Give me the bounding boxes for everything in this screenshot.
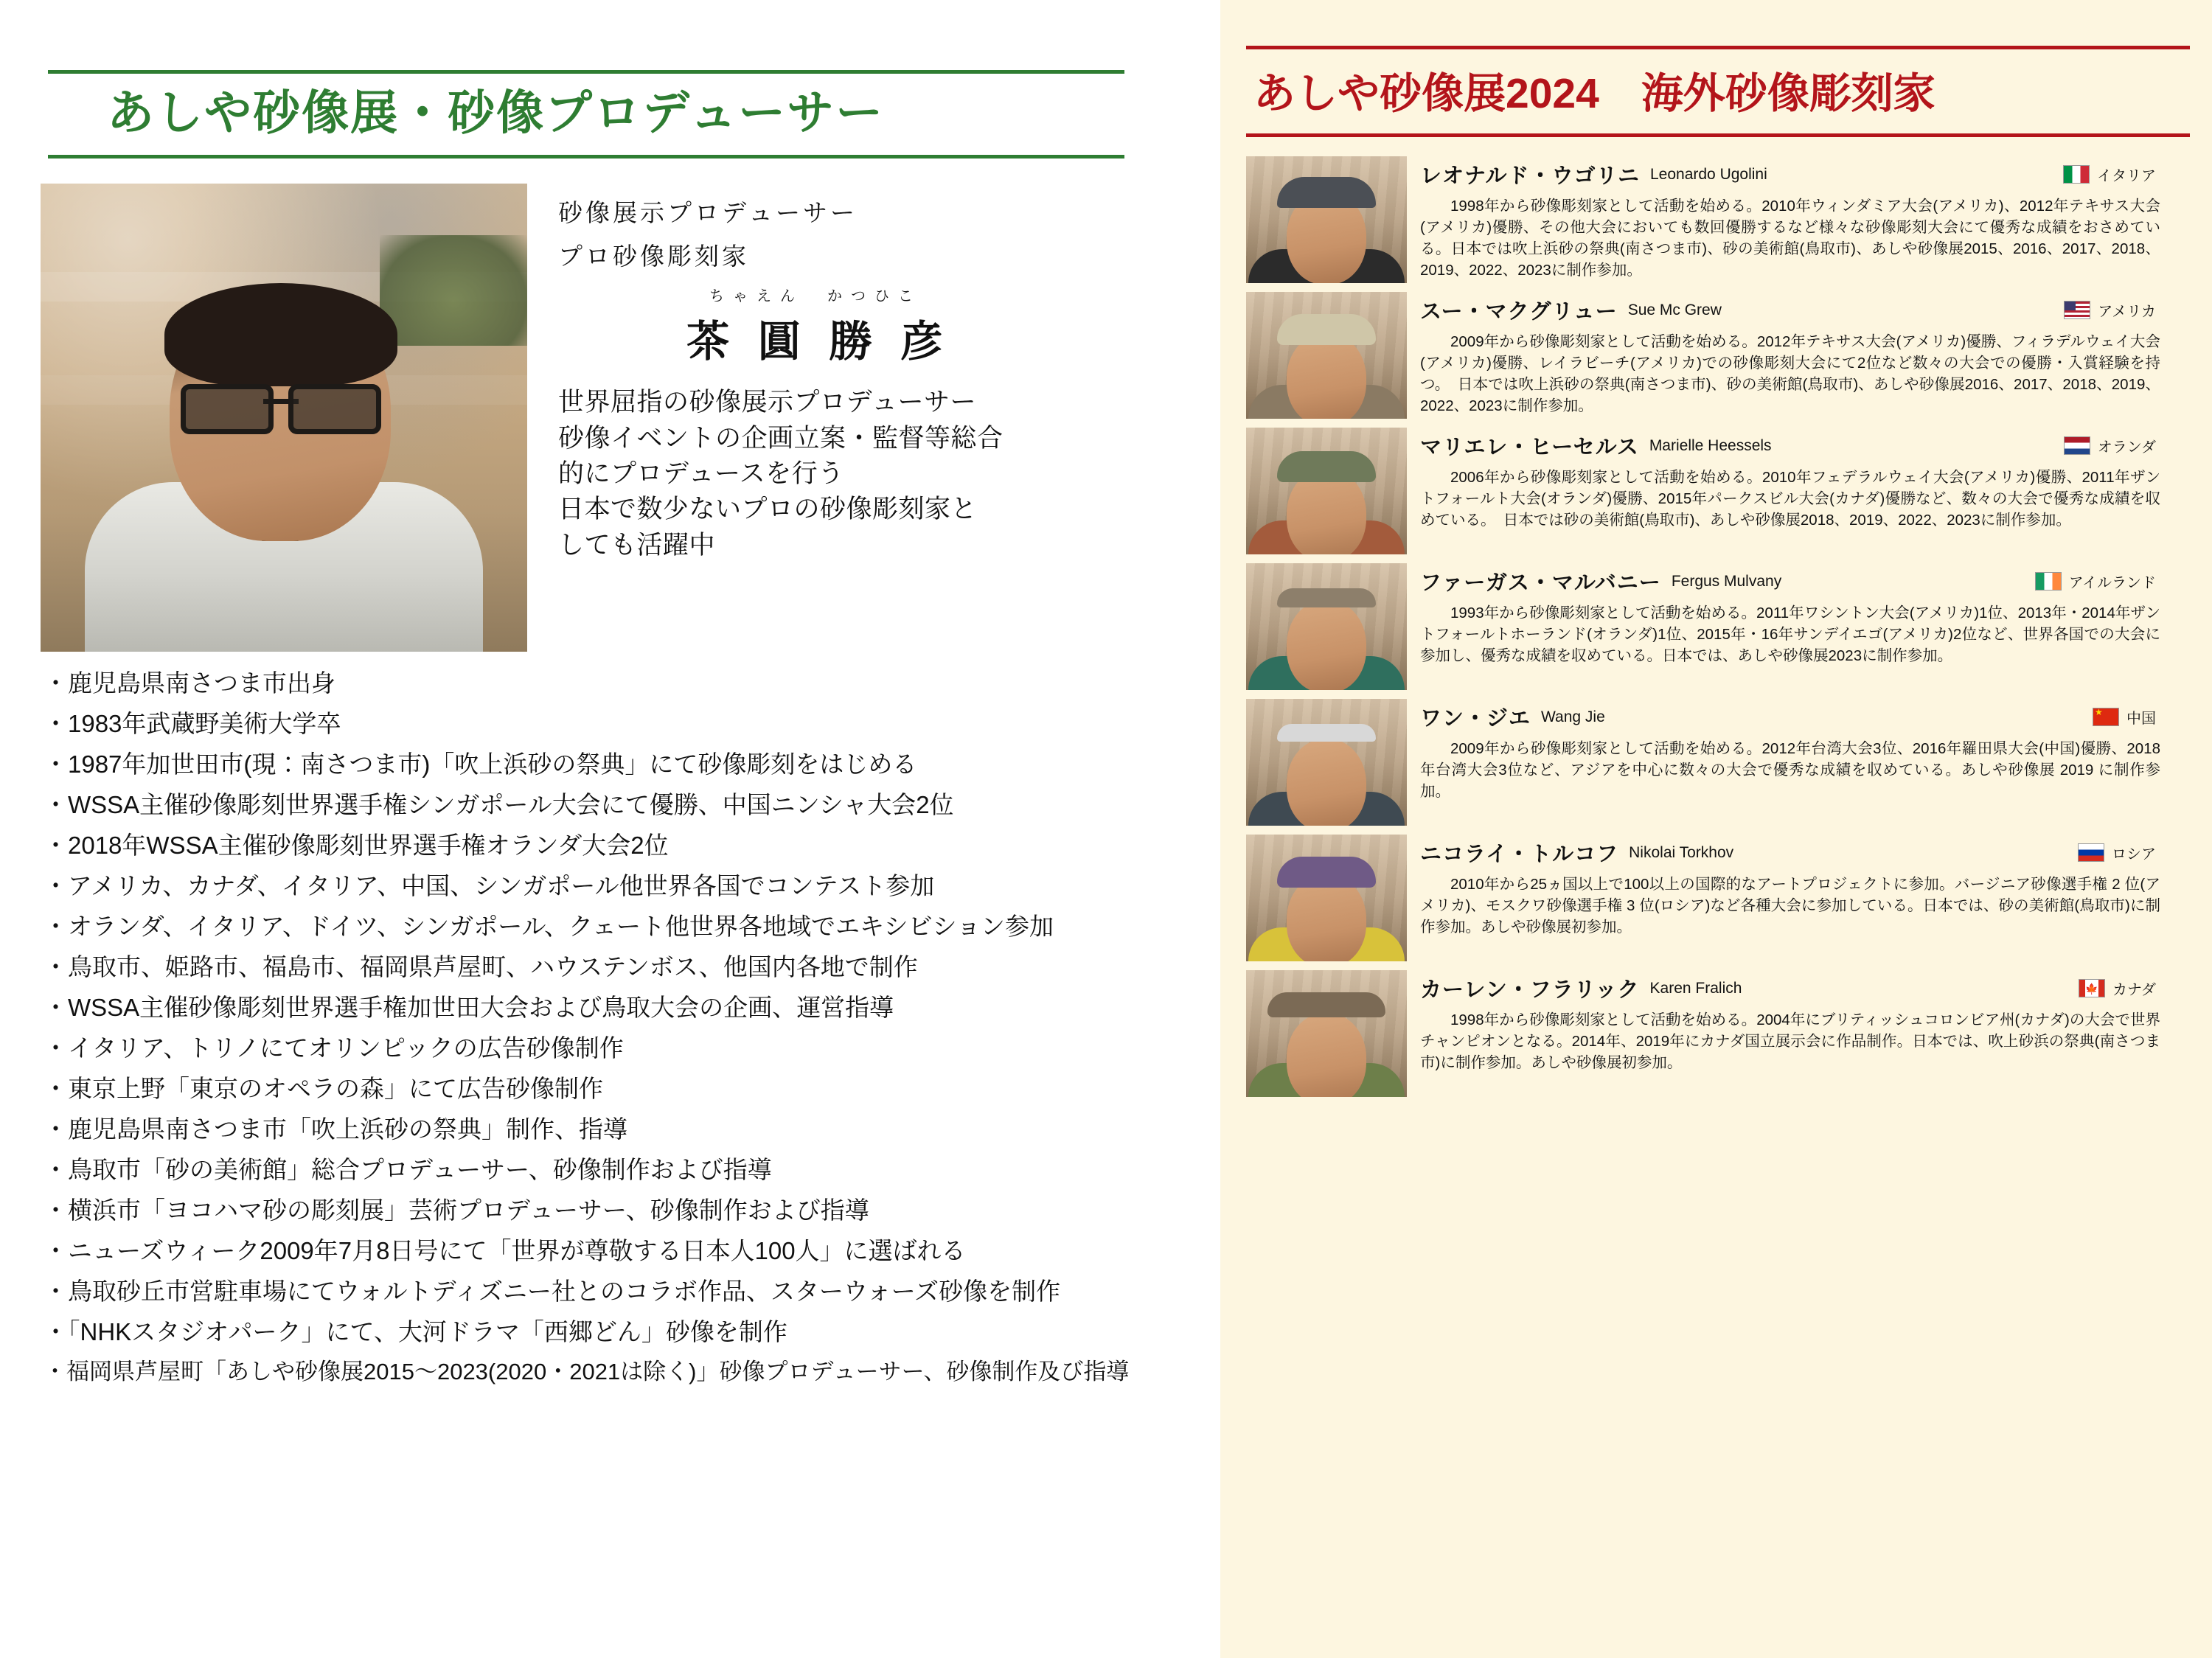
sculptor-photo: [1246, 970, 1407, 1097]
sculptor-info: [1420, 699, 2190, 826]
list-item: ・アメリカ、カナダ、イタリア、中国、シンガポール他世界各国でコンテスト参加: [44, 872, 935, 900]
right-panel-sculptors: [1220, 0, 2212, 1658]
sculptor-name-en: Leonardo Ugolini: [1649, 165, 1767, 183]
list-item: ・鳥取砂丘市営駐車場にてウォルトディズニー社とのコラボ作品、スターウォーズ砂像を制作: [44, 1278, 1061, 1306]
sculptor-info: [1420, 970, 2190, 1097]
sculptor-header: [1420, 295, 2190, 325]
sculptor-name-en: Nikolai Torkhov: [1629, 843, 1734, 861]
flag-usa-icon: [2064, 301, 2090, 319]
list-item: ・1983年武蔵野美術大学卒: [44, 710, 341, 738]
list-item: [1246, 835, 2190, 961]
sculptor-country: 中国: [2126, 711, 2156, 727]
sculptor-country: アイルランド: [2068, 575, 2156, 591]
sculptor-photo: [1246, 292, 1407, 419]
list-item: [1246, 970, 2190, 1097]
list-item: ・鳥取市「砂の美術館」総合プロデューサー、砂像制作および指導: [44, 1156, 772, 1184]
right-panel-title: あしや砂像展2024 海外砂像彫刻家: [1253, 70, 1935, 117]
list-item: ・イタリア、トリノにてオリンピックの広告砂像制作: [44, 1034, 624, 1062]
sculptor-country-block: [2093, 706, 2190, 728]
sculptor-name-ja: カーレン・フラリック: [1420, 978, 1640, 1002]
sculptor-name-ja: スー・マクグリュー: [1420, 300, 1618, 324]
producer-description: [558, 385, 1183, 562]
sculptor-bio: 2006年から砂像彫刻家として活動を始める。2010年フェデラルウェイ大会(アメリカ)優勝、2011年ザントフォールト大会(オランダ)優勝、2015年パークスビル大会(カナダ)優勝など、数々の大会で優秀な成績を収めている。 日本では砂の美術館(鳥取市)、あしや砂像展2018、2019、2022、2023に制作参加。: [1420, 469, 2160, 529]
list-item: ・2018年WSSA主催砂像彫刻世界選手権オランダ大会2位: [44, 832, 669, 860]
list-item: ・東京上野「東京のオペラの森」にて広告砂像制作: [44, 1075, 603, 1103]
sculptor-name-ja: ワン・ジエ: [1420, 707, 1531, 731]
producer-text-block: [527, 184, 1183, 652]
sculptor-photo: [1246, 563, 1407, 690]
flag-ireland-icon: [2035, 572, 2062, 591]
sculptor-country: カナダ: [2112, 982, 2156, 998]
producer-photo: [41, 184, 527, 652]
producer-description-line: 的にプロデュースを行う: [558, 459, 844, 488]
sculptor-bio: 2009年から砂像彫刻家として活動を始める。2012年テキサス大会(アメリカ)優勝、フィラデルウェイ大会(アメリカ)優勝、レイラビーチ(アメリカ)での砂像彫刻大会にて2位など数々の大会での優勝・入賞経験を持つ。 日本では吹上浜砂の祭典(南さつま市)、砂の美術館(鳥取市)、あしや砂像展2016、2017、2018、2019、2022、2023に制作参加。: [1420, 333, 2160, 415]
producer-description-line: 砂像イベントの企画立案・監督等総合: [558, 423, 1004, 453]
sculptor-country-block: [2079, 978, 2190, 999]
sculptor-info: [1420, 563, 2190, 690]
sculptor-bio: 2010年から25ヵ国以上で100以上の国際的なアートプロジェクトに参加。バージニア砂像選手権 2 位(アメリカ)、モスクワ砂像選手権 3 位(ロシア)など各種大会に参加している。日本では、砂の美術館(鳥取市)に制作参加。あしや砂像展初参加。: [1420, 876, 2160, 936]
producer-career-list: [41, 671, 1183, 1383]
sculptor-header: [1420, 702, 2190, 732]
sculptor-country: オランダ: [2097, 439, 2156, 456]
sculptor-country: アメリカ: [2098, 304, 2156, 320]
producer-name: 茶 圓 勝 彦: [686, 318, 952, 366]
sculptor-name-en: Marielle Heessels: [1649, 436, 1772, 454]
sculptor-name-en: Sue Mc Grew: [1627, 301, 1722, 318]
list-item: ・ニューズウィーク2009年7月8日号にて「世界が尊敬する日本人100人」に選ばれる: [44, 1237, 966, 1265]
producer-description-line: しても活躍中: [558, 530, 716, 560]
sculptor-country-block: [2064, 435, 2190, 456]
list-item: [1246, 292, 2190, 419]
right-title-band: [1246, 46, 2190, 137]
sculptor-header: [1420, 566, 2190, 596]
flag-canada-icon: 🍁: [2079, 979, 2105, 997]
list-item: ・福岡県芦屋町「あしや砂像展2015〜2023(2020・2021は除く)」砂像プロデューサー、砂像制作及び指導: [44, 1359, 1130, 1385]
sculptor-info: [1420, 156, 2190, 283]
sculptor-photo: [1246, 699, 1407, 826]
sculptor-list: [1246, 156, 2190, 1097]
producer-role-line-1: 砂像展示プロデューサー: [558, 199, 858, 227]
list-item: [1246, 699, 2190, 826]
list-item: [1246, 156, 2190, 283]
flag-netherlands-icon: [2064, 436, 2090, 455]
sculptor-header: [1420, 431, 2190, 461]
left-title-band: [48, 70, 1124, 159]
sculptor-info: [1420, 428, 2190, 554]
list-item: ・WSSA主催砂像彫刻世界選手権シンガポール大会にて優勝、中国ニンシャ大会2位: [44, 791, 954, 819]
photo-glasses: [181, 384, 381, 425]
sculptor-bio: 1998年から砂像彫刻家として活動を始める。2004年にブリティッシュコロンビア州(カナダ)の大会で世界チャンピオンとなる。2014年、2019年にカナダ国立展示会に作品制作。日本では、吹上砂浜の祭典(南さつま市)に制作参加。あしや砂像展初参加。: [1420, 1011, 2160, 1072]
sculptor-photo: [1246, 428, 1407, 554]
sculptor-name-en: Karen Fralich: [1649, 979, 1742, 997]
list-item: ・「NHKスタジオパーク」にて、大河ドラマ「西郷どん」砂像を制作: [44, 1318, 787, 1346]
photo-hair: [164, 283, 397, 386]
sculptor-header: [1420, 159, 2190, 189]
producer-role-line-2: プロ砂像彫刻家: [558, 243, 749, 271]
sculptor-header: [1420, 973, 2190, 1003]
sculptor-name-ja: マリエレ・ヒーセルス: [1420, 436, 1639, 459]
photo-foliage: [380, 235, 527, 346]
list-item: ・鹿児島県南さつま市「吹上浜砂の祭典」制作、指導: [44, 1115, 627, 1143]
sculptor-country-block: [2078, 842, 2190, 863]
sculptor-name-ja: ファーガス・マルバニー: [1420, 571, 1661, 595]
list-item: ・鳥取市、姫路市、福島市、福岡県芦屋町、ハウステンボス、他国内各地で制作: [44, 953, 918, 981]
flag-italy-icon: [2063, 165, 2090, 184]
list-item: ・WSSA主催砂像彫刻世界選手権加世田大会および鳥取大会の企画、運営指導: [44, 994, 894, 1022]
list-item: ・オランダ、イタリア、ドイツ、シンガポール、クェート他世界各地域でエキシビション参加: [44, 913, 1054, 941]
list-item: ・1987年加世田市(現：南さつま市)「吹上浜砂の祭典」にて砂像彫刻をはじめる: [44, 750, 917, 779]
sculptor-header: [1420, 837, 2190, 868]
list-item: ・横浜市「ヨコハマ砂の彫刻展」芸術プロデューサー、砂像制作および指導: [44, 1197, 869, 1225]
list-item: [1246, 428, 2190, 554]
list-item: [1246, 563, 2190, 690]
sculptor-country-block: [2064, 299, 2190, 321]
sculptor-bio: 1998年から砂像彫刻家として活動を始める。2010年ウィンダミア大会(アメリカ)、2012年テキサス大会(アメリカ)優勝、その他大会においても数回優勝するなど様々な砂像彫刻大会にて優秀な成績をおさめている。日本では吹上浜砂の祭典(南さつま市)、砂の美術館(鳥取市)、あしや砂像展2015、2016、2017、2018、2019、2022、2023に制作参加。: [1420, 198, 2160, 279]
list-item: ・鹿児島県南さつま市出身: [44, 669, 335, 697]
sculptor-name-ja: レオナルド・ウゴリニ: [1420, 164, 1640, 188]
sculptor-country: イタリア: [2097, 168, 2156, 184]
sculptor-name-ja: ニコライ・トルコフ: [1420, 843, 1619, 866]
sculptor-info: [1420, 835, 2190, 961]
sculptor-country-block: [2035, 571, 2190, 592]
producer-description-line: 世界屈指の砂像展示プロデューサー: [558, 388, 976, 417]
sculptor-info: [1420, 292, 2190, 419]
sculptor-photo: [1246, 835, 1407, 961]
sculptor-photo: [1246, 156, 1407, 283]
sculptor-name-en: Wang Jie: [1541, 708, 1605, 725]
producer-description-line: 日本で数少ないプロの砂像彫刻家と: [558, 495, 978, 524]
producer-name-furigana: ちゃえん かつひこ: [709, 288, 922, 305]
sculptor-name-en: Fergus Mulvany: [1671, 572, 1782, 590]
flag-china-icon: [2093, 708, 2119, 726]
sculptor-bio: 1993年から砂像彫刻家として活動を始める。2011年ワシントン大会(アメリカ)1位、2013年・2014年ザントフォールトホーランド(オランダ)1位、2015年・16年サンデイエゴ(アメリカ)2位など、世界各国での大会に参加し、優秀な成績を収めている。日本では、あしや砂像展2023に制作参加。: [1420, 605, 2160, 665]
sculptor-bio: 2009年から砂像彫刻家として活動を始める。2012年台湾大会3位、2016年羅田県大会(中国)優勝、2018年台湾大会3位など、アジアを中心に数々の大会で優秀な成績を収めている。あしや砂像展 2019 に制作参加。: [1420, 740, 2160, 801]
left-panel-title: あしや砂像展・砂像プロデューサー: [107, 86, 885, 139]
flag-russia-icon: [2078, 843, 2104, 862]
sculptor-country-block: [2063, 164, 2190, 185]
producer-profile: [41, 184, 1183, 652]
sculptor-country: ロシア: [2112, 846, 2156, 863]
